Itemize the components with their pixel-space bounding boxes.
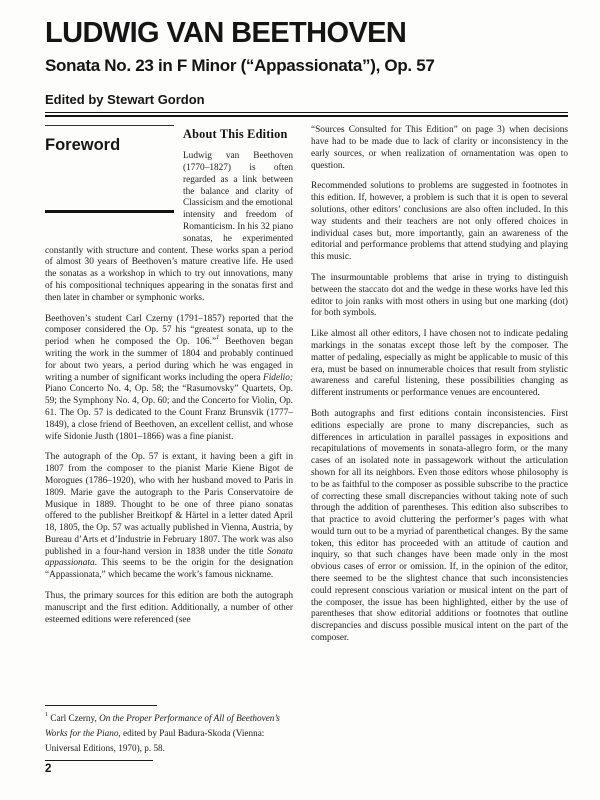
two-column-body: [45, 125, 568, 756]
paragraph: Recommended solutions to problems are suggested in footnotes in this edition. If, however, a problem is such that it is open to several solutions, other editors’ conclusions are also often included. In this way students and their teachers are not only offered choices in individual cases but, more importantly, gain an awareness of the editorial and performance problems that attend studying and playing this music.: [311, 181, 568, 263]
editor-line: Edited by Stewart Gordon: [45, 92, 205, 107]
paragraph: The insurmountable problems that arise in trying to distinguish between the staccato dot and the wedge in these works have led this editor to join ranks with most others in using but one marking (dot) for both symbols.: [311, 272, 568, 319]
page-title: LUDWIG VAN BEETHOVEN: [45, 17, 407, 49]
paragraph: Both autographs and first editions contain inconsistencies. First editions especially are prone to many discrepancies, such as differences in articulation in parallel passages in expositions and recapitulations of movements in sonata-allegro form, or the many cases of an isolated note in passagework without the articulation shown for all its neighbors. Even those editors whose philosophy is to be as faithful to the composer as possible subscribe to the practice of correcting these small discrepancies without taking note of such through the addition of parentheses. This edition also subscribes to that practice to avoid cluttering the performer’s pages with what would turn out to be a myriad of parenthetical changes. By the same token, this editor has proceeded with an attitude of caution and inquiry, so that such changes have been made only in the most obvious cases of error or omission. If, in the opinion of the editor, there seemed to be the slightest chance that such inconsistencies could represent conscious variation or musical intent on the part of the composer, the issue has been highlighted, either by the use of parentheses that show editorial additions or footnotes that outline discrepancies and discuss possible musical intent on the part of the composer.: [311, 408, 568, 644]
foreword-thick-rule: [45, 210, 174, 213]
footnote-separator: [45, 705, 157, 706]
left-column: [45, 125, 293, 756]
page-content: [45, 18, 568, 775]
footnote: [45, 699, 293, 757]
paragraph: Like almost all other editors, I have chosen not to indicate pedaling markings in the sonatas except those left by the composer. The matter of pedaling, especially as might be applicable to music of this era, must be based on innumerable choices that result from stylistic awareness and careful listening, these possibilities changing as different instruments or performance venues are encountered.: [311, 329, 568, 399]
column-gutter: [293, 125, 311, 756]
about-this-edition-heading: About This Edition: [183, 127, 288, 142]
paragraph: Thus, the primary sources for this edition are both the autograph manuscript and the first edition. Additionally, a number of other esteemed editions were referenced (see: [45, 591, 293, 625]
page-number: 2: [45, 763, 52, 776]
page-subtitle: Sonata No. 23 in F Minor (“Appassionata”), Op. 57: [45, 56, 435, 75]
right-paragraphs: [311, 125, 568, 645]
footer-rule: [45, 760, 153, 761]
page-footer: [45, 760, 568, 775]
paragraph: “Sources Consulted for This Edition” on page 3) when decisions have had to be made due to lack of clarity or inconsistency in the early sources, or when realization of ornamentation was open to question.: [311, 125, 568, 171]
foreword-label: Foreword: [45, 136, 121, 155]
right-column: [311, 125, 568, 756]
header-divider: [45, 112, 568, 117]
paragraph: Ludwig van Beethoven (1770–1827) is often regarded as a link between the balance and clarity of Classicism and the emotional intensity and freedom of Romanticism. In his 32 piano sonatas, he experimented constantly with structure and content. These works span a period of almost 30 years of Beethoven’s mature creative life. He used the sonatas as a workshop in which to try out innovations, many of his compositional techniques appearing in the sonatas first and then later in chamber or symphonic works.: [45, 151, 293, 303]
foreword-box: [45, 125, 174, 237]
paragraph: Beethoven’s student Carl Czerny (1791–1857) reported that the composer considered the Op. 57 his “greatest sonata, up to the period when he composed the Op. 106.”$^1$ Beethoven began writing the work in the summer of 1804 and probably continued for about two years, a period during which he was engaged in writing a number of significant works including the opera Fidelio; Piano Concerto No. 4, Op. 58; the “Rasumovsky” Quartets, Op. 59; the Symphony No. 4, Op. 60; and the Concerto for Violin, Op. 61. The Op. 57 is dedicated to the Count Franz Brunsvik (1777–1849), a close friend of Beethoven, an excellent cellist, and whose wife Sidonie Justh (1801–1866) was a fine pianist.: [45, 313, 293, 442]
paragraph: The autograph of the Op. 57 is extant, it having been a gift in 1807 from the composer to the pianist Marie Kiene Bigot de Morogues (1786–1920), who with her husband moved to Paris in 1809. Marie gave the autograph to the Paris Conservatoire de Musique in 1889. Thought to be one of three piano sonatas offered to the publisher Breitkopf & Härtel in a letter dated April 18, 1805, the Op. 57 was actually published in Vienna, Austria, by Bureau d’Arts et d’Industrie in February 1807. The work was also published in a four-hand version in 1838 under the title Sonata appassionata. This seems to be the origin for the designation “Appassionata,” which became the work’s famous nickname.: [45, 452, 293, 581]
footnote-text: $^1$ Carl Czerny, On the Proper Performance of All of Beethoven’s Works for the Piano, edited by Paul Badura-Skoda (Vienna: Universal Editions, 1970), p. 58.: [45, 710, 280, 753]
left-column-text: [45, 125, 293, 626]
